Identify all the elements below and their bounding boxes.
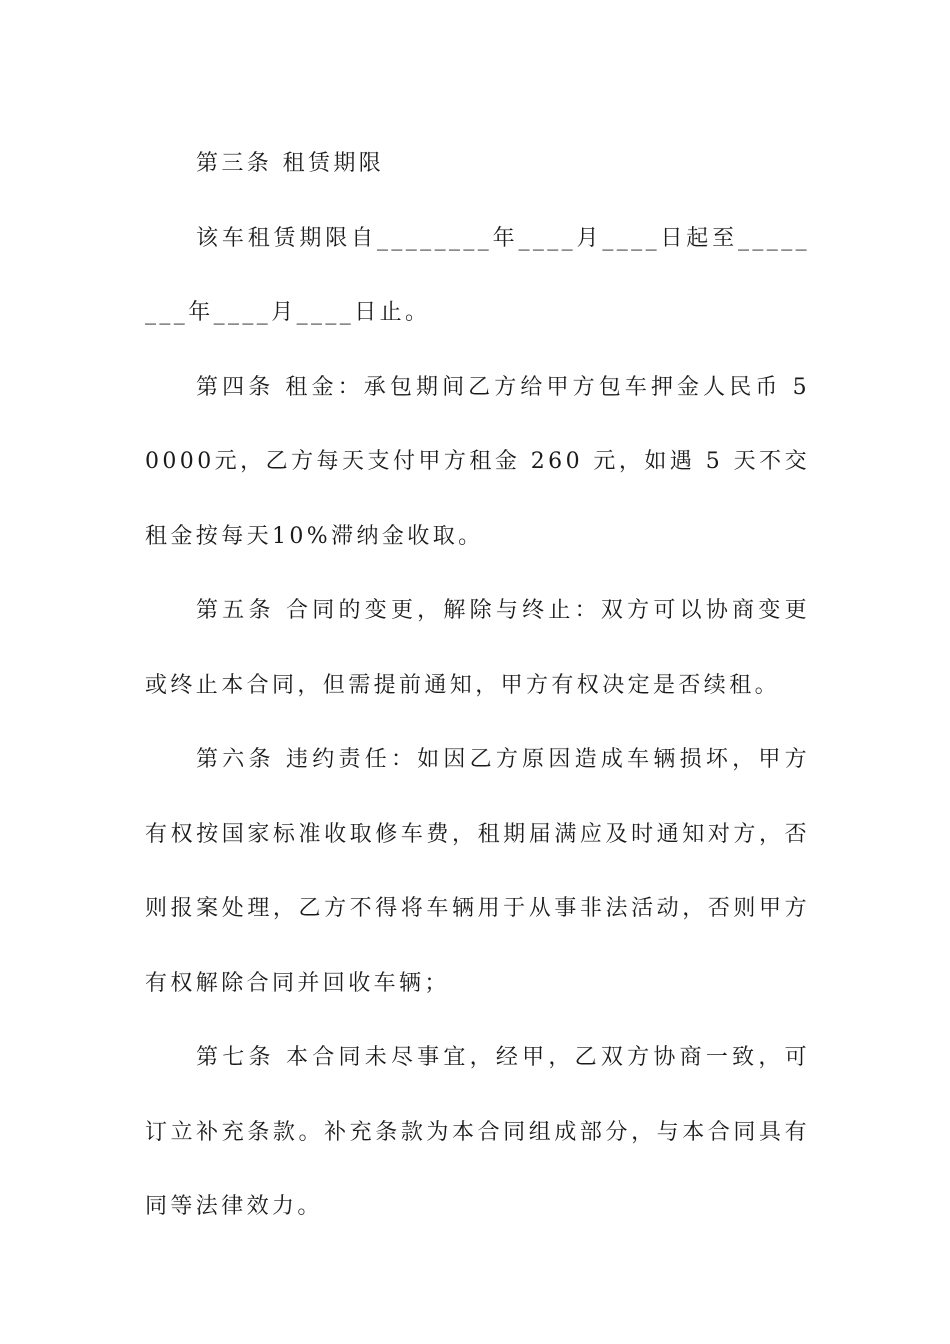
article-7-supplementary: 第七条 本合同未尽事宜，经甲，乙双方协商一致，可订立补充条款。补充条款为本合同组成部分，与本合同具有同等法律效力。 xyxy=(145,1045,810,1219)
article-4-rent: 第四条 租金：承包期间乙方给甲方包车押金人民币 50000元，乙方每天支付甲方租金 260 元，如遇 5 天不交租金按每天10%滞纳金收取。 xyxy=(145,374,810,549)
article-3-heading: 第三条 租赁期限 xyxy=(196,151,385,176)
article-6-liability: 第六条 违约责任：如因乙方原因造成车辆损坏，甲方有权按国家标准收取修车费，租期届满应及时通知对方，否则报案处理，乙方不得将车辆用于从事非法活动，否则甲方有权解除合同并回收车辆； xyxy=(145,747,810,996)
article-3-lease-term: 该车租赁期限自________年____月____日起至________年____月____日止。 xyxy=(145,225,810,325)
document-body xyxy=(145,127,810,1245)
article-5-modification: 第五条 合同的变更，解除与终止：双方可以协商变更或终止本合同，但需提前通知，甲方有权决定是否续租。 xyxy=(145,598,810,698)
